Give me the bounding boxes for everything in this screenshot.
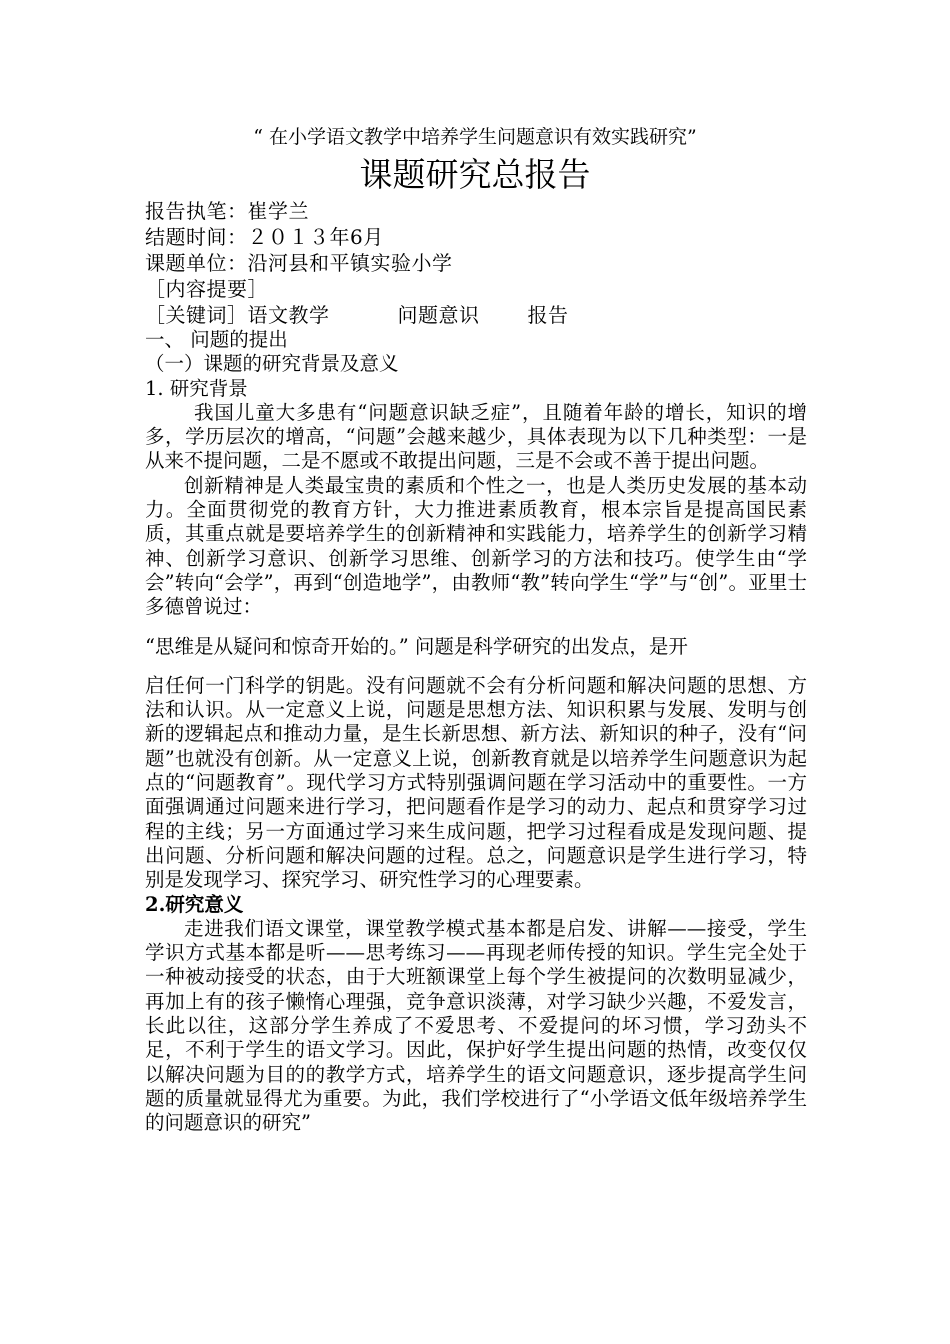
report-unit: 课题单位：沿河县和平镇实验小学: [145, 251, 453, 275]
paragraph-background-2c: 启任何一门科学的钥匙。没有问题就不会有分析问题和解决问题的思想、方法和认识。从一定意义上说，问题是思想方法、知识积累与发展、发明与创新的逻辑起点和推动力量，是生长新思想、新方法、新知识的种子，没有“问题”也就没有创新。从一定意义上说，创新教育就是以培养学生问题意识为起点的“问题教育”。现代学习方式特别强调问题在学习活动中的重要性。一方面强调通过问题来进行学习，把问题看作是学习的动力、起点和贯穿学习过程的主线；另一方面通过学习来生成问题，把学习过程看成是发现问题、提出问题、分析问题和解决问题的过程。总之，问题意识是学生进行学习，特别是发现学习、探究学习、研究性学习的心理要素。: [145, 673, 807, 892]
paragraph-significance: 走进我们语文课堂，课堂教学模式基本都是启发、讲解——接受，学生学识方式基本都是听——思考练习——再现老师传授的知识。学生完全处于一种被动接受的状态，由于大班额课堂上每个学生被提问的次数明显减少，再加上有的孩子懒惰心理强，竞争意识淡薄，对学习缺少兴趣，不爱发言，长此以往，这部分学生养成了不爱思考、不爱提问的坏习惯，学习劲头不足，不利于学生的语文学习。因此，保护好学生提出问题的热情，改变仅仅以解决问题为目的的教学方式，培养学生的语文问题意识，逐步提高学生问题的质量就显得尤为重要。为此，我们学校进行了“小学语文低年级培养学生的问题意识的研究”: [145, 916, 807, 1135]
section-heading-1: 一、 问题的提出: [145, 328, 288, 351]
paragraph-background-1: 我国儿童大多患有“问题意识缺乏症”，且随着年龄的增长，知识的增多，学历层次的增高，“问题”会越来越少，具体表现为以下几种类型：一是从来不提问题，二是不愿或不敢提出问题，三是不会或不善于提出问题。: [145, 400, 807, 473]
paragraph-group-significance: [145, 917, 807, 1136]
keyword-problem-awareness: 问题意识: [397, 303, 480, 327]
section-heading-background: 1. 研究背景: [145, 376, 248, 400]
report-title: 课题研究总报告: [359, 155, 591, 194]
keyword-report: 报告: [527, 303, 569, 327]
report-author: 报告执笔：崔学兰: [145, 199, 309, 223]
keywords-line: [145, 302, 807, 328]
keywords-label: ［关键词］语文教学: [145, 303, 330, 327]
report-subtitle: “ 在小学语文教学中培养学生问题意识有效实践研究”: [253, 126, 697, 148]
summary-label: ［内容提要］: [145, 277, 268, 301]
paragraph-background-2a: 创新精神是人类最宝贵的素质和个性之一，也是人类历史发展的基本动力。全面贯彻党的教育方针，大力推进素质教育，根本宗旨是提高国民素质，其重点就是要培养学生的创新精神和实践能力，培养学生的创新学习精神、创新学习意识、创新学习思维、创新学习的方法和技巧。使学生由“学会”转向“会学”，再到“创造地学”，由教师“教”转向学生“学”与“创”。亚里士多德曾说过：: [145, 473, 807, 619]
section-heading-1-1: （一）课题的研究背景及意义: [145, 352, 399, 376]
paragraph-group: [145, 401, 807, 893]
section-heading-significance: 2.研究意义: [145, 892, 244, 916]
report-date: 结题时间：２０１３年6月: [145, 225, 384, 249]
report-body: [145, 198, 807, 1136]
paragraph-background-2b: “思维是从疑问和惊奇开始的。” 问题是科学研究的出发点，是开: [145, 634, 688, 658]
